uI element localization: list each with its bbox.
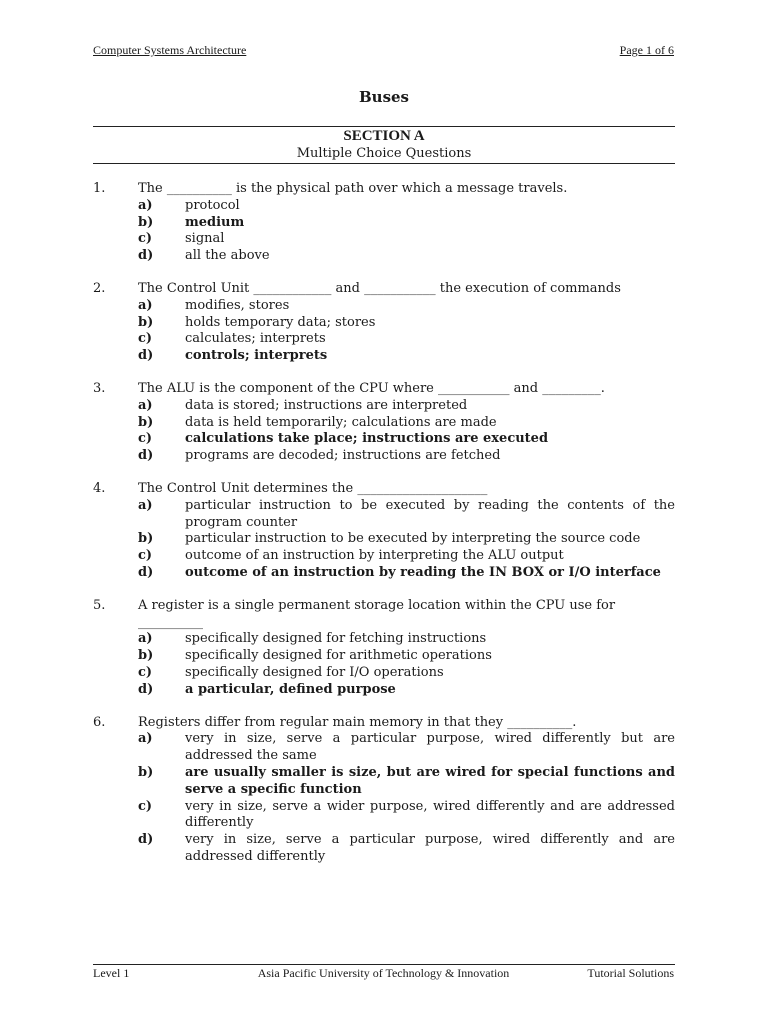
course-name: Computer Systems Architecture <box>93 43 247 57</box>
option-key: d) <box>138 448 154 464</box>
option-text: particular instruction to be executed by interpreting the source code <box>185 531 641 547</box>
option-text: all the above <box>185 248 270 264</box>
answer-option <box>93 648 675 665</box>
answer-option <box>93 548 675 565</box>
section-title: SECTION A <box>343 128 425 144</box>
option-key: c) <box>138 548 153 564</box>
option-key: a) <box>138 197 153 213</box>
page-number: Page 1 of 6 <box>619 43 674 57</box>
section-rule-bottom <box>93 163 675 164</box>
option-key: d) <box>138 248 154 264</box>
answer-option-correct <box>93 348 675 365</box>
option-text: very in size, serve a particular purpose, wired differently and are addressed differently <box>185 832 675 864</box>
question-item <box>93 281 675 365</box>
question-text: The ALU is the component of the CPU where ___________ and _________. <box>138 380 605 396</box>
question-text: The Control Unit ____________ and ___________ the execution of commands <box>138 280 621 296</box>
question-item <box>93 481 675 582</box>
question-line <box>93 598 675 632</box>
question-number: 6. <box>93 714 106 730</box>
question-text: Registers differ from regular main memory in that they __________. <box>138 714 577 730</box>
answer-option <box>93 398 675 415</box>
option-text: data is held temporarily; calculations are made <box>185 414 497 430</box>
option-text: programs are decoded; instructions are fetched <box>185 448 501 464</box>
option-text: outcome of an instruction by reading the IN BOX or I/O interface <box>185 564 661 580</box>
option-text: modifies, stores <box>185 297 290 313</box>
question-text: A register is a single permanent storage location within the CPU use for __________ <box>138 597 616 630</box>
option-text: signal <box>185 231 225 247</box>
question-number: 4. <box>93 480 106 496</box>
footer-level: Level 1 <box>93 966 130 980</box>
option-key: b) <box>138 314 154 330</box>
option-text: controls; interprets <box>185 348 328 364</box>
option-text: medium <box>185 214 245 230</box>
section-subtitle: Multiple Choice Questions <box>296 146 472 161</box>
answer-option <box>93 231 675 248</box>
question-line <box>93 181 675 198</box>
option-text: specifically designed for arithmetic operations <box>185 648 492 664</box>
answer-option <box>93 498 675 532</box>
option-key: c) <box>138 431 153 447</box>
option-key: b) <box>138 764 154 780</box>
option-key: d) <box>138 832 154 848</box>
section-rule-top <box>93 126 675 127</box>
answer-option <box>93 448 675 465</box>
question-number: 2. <box>93 280 106 296</box>
option-key: b) <box>138 414 154 430</box>
answer-option <box>93 315 675 332</box>
question-line <box>93 715 675 732</box>
option-text: very in size, serve a wider purpose, wired differently and are addressed differently <box>185 798 675 831</box>
answer-option-correct <box>93 565 675 582</box>
question-text: The __________ is the physical path over which a message travels. <box>138 181 568 196</box>
option-key: c) <box>138 331 153 347</box>
answer-option-correct <box>93 215 675 232</box>
option-text: specifically designed for fetching instructions <box>185 631 487 647</box>
option-key: b) <box>138 648 154 664</box>
answer-option <box>93 248 675 265</box>
option-key: d) <box>138 564 154 580</box>
question-item <box>93 381 675 465</box>
option-text: a particular, defined purpose <box>185 681 396 697</box>
answer-option <box>93 531 675 548</box>
question-item <box>93 181 675 265</box>
answer-option <box>93 665 675 682</box>
answer-option <box>93 331 675 348</box>
option-text: calculations take place; instructions are executed <box>185 431 549 447</box>
answer-option-correct <box>93 682 675 699</box>
question-number: 5. <box>93 597 106 613</box>
option-text: outcome of an instruction by interpreting the ALU output <box>185 548 564 564</box>
document-title: Buses <box>358 88 410 106</box>
option-key: b) <box>138 214 154 230</box>
answer-option <box>93 631 675 648</box>
option-key: a) <box>138 397 153 413</box>
answer-option <box>93 198 675 215</box>
option-key: a) <box>138 731 153 747</box>
question-text: The Control Unit determines the ____________________ <box>138 480 488 496</box>
option-key: a) <box>138 497 153 513</box>
option-text: specifically designed for I/O operations <box>185 664 444 680</box>
question-line <box>93 281 675 298</box>
question-item <box>93 598 675 699</box>
answer-option <box>93 832 675 866</box>
option-text: protocol <box>185 197 240 213</box>
answer-option-correct <box>93 431 675 448</box>
option-key: a) <box>138 297 153 313</box>
option-key: c) <box>138 798 153 814</box>
option-text: are usually smaller is size, but are wired for special functions and serve a specific function <box>185 764 675 797</box>
option-key: c) <box>138 664 153 680</box>
footer-doc-type: Tutorial Solutions <box>587 966 674 980</box>
question-item <box>93 715 675 866</box>
answer-option <box>93 298 675 315</box>
footer-institution: Asia Pacific University of Technology & Innovation <box>257 966 510 980</box>
question-list <box>93 181 675 882</box>
answer-option-correct <box>93 765 675 799</box>
option-text: calculates; interprets <box>185 331 326 347</box>
page-header <box>93 43 674 59</box>
option-key: b) <box>138 531 154 547</box>
option-key: c) <box>138 231 153 247</box>
question-number: 1. <box>93 181 106 196</box>
question-line <box>93 481 675 498</box>
answer-option <box>93 799 675 833</box>
option-text: very in size, serve a particular purpose, wired differently but are addressed the same <box>185 731 675 764</box>
footer-rule <box>93 964 675 965</box>
option-key: d) <box>138 348 154 364</box>
answer-option <box>93 415 675 432</box>
page-footer <box>93 966 674 982</box>
option-text: data is stored; instructions are interpreted <box>185 397 468 413</box>
answer-option <box>93 731 675 765</box>
option-key: a) <box>138 631 153 647</box>
question-line <box>93 381 675 398</box>
option-text: particular instruction to be executed by reading the contents of the program counter <box>185 497 675 530</box>
option-key: d) <box>138 681 154 697</box>
option-text: holds temporary data; stores <box>185 314 376 330</box>
question-number: 3. <box>93 380 106 396</box>
